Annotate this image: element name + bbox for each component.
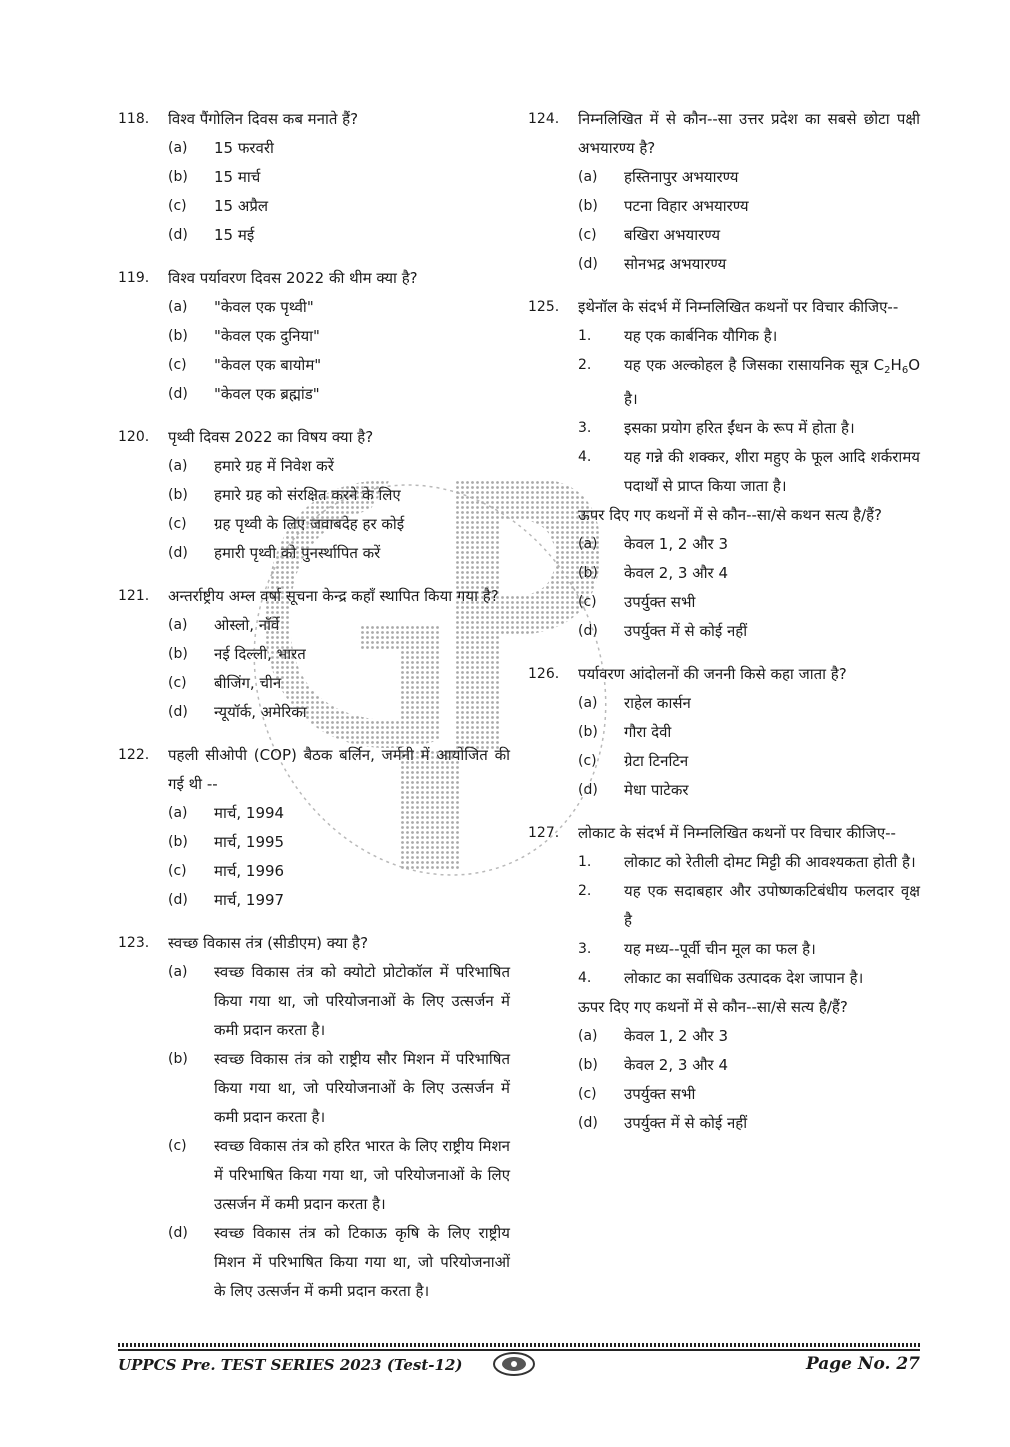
statement-text: यह गन्ने की शक्कर, शीरा महुए के फूल आदि शर्करामय पदार्थों से प्राप्त किया जाता है।	[624, 448, 920, 495]
option-d	[168, 221, 510, 250]
option-label: (d)	[168, 545, 188, 561]
option-label: (c)	[578, 753, 597, 769]
option-text: ग्रह पृथ्वी के लिए जवाबदेह हर कोई	[214, 515, 405, 533]
option-text: उपर्युक्त सभी	[624, 593, 696, 611]
option-d	[168, 698, 510, 727]
question-120	[118, 423, 510, 568]
option-text: "केवल एक पृथ्वी"	[214, 298, 314, 316]
question-124	[528, 105, 920, 279]
option-label: (b)	[578, 724, 598, 740]
option-label: (d)	[168, 1225, 188, 1241]
option-label: (c)	[578, 594, 597, 610]
option-text: गौरा देवी	[624, 723, 672, 741]
option-text: "केवल एक ब्रह्मांड"	[214, 385, 320, 403]
right-column	[528, 105, 920, 1152]
option-label: (b)	[168, 487, 188, 503]
option-c	[168, 1132, 510, 1219]
option-b	[578, 1051, 920, 1080]
question-126	[528, 660, 920, 805]
question-prompt: ऊपर दिए गए कथनों में से कौन--सा/से सत्य है/हैं?	[578, 998, 848, 1016]
option-text: पटना विहार अभयारण्य	[624, 197, 749, 215]
statement-3	[578, 414, 920, 443]
question-118	[118, 105, 510, 250]
option-text: 15 मार्च	[214, 168, 261, 186]
option-text: नई दिल्ली, भारत	[214, 645, 306, 663]
option-text: हमारे ग्रह में निवेश करें	[214, 457, 334, 475]
option-c	[168, 510, 510, 539]
option-text: स्वच्छ विकास तंत्र को राष्ट्रीय सौर मिशन में परिभाषित किया गया था, जो परियोजनाओं के लिए उत्सर्जन में कमी प्रदान करता है।	[214, 1050, 510, 1126]
option-c	[578, 221, 920, 250]
statement-text: इसका प्रयोग हरित ईंधन के रूप में होता है।	[624, 419, 855, 437]
question-text: पहली सीओपी (COP) बैठक बर्लिन, जर्मनी में आयोजित की गई थी --	[168, 746, 510, 793]
option-label: (c)	[168, 675, 187, 691]
question-prompt: ऊपर दिए गए कथनों में से कौन--सा/से कथन सत्य है/हैं?	[578, 506, 882, 524]
option-label: (d)	[168, 704, 188, 720]
question-number: 123.	[118, 935, 150, 951]
option-text: 15 अप्रैल	[214, 197, 269, 215]
question-number: 127.	[528, 825, 560, 841]
question-text: लोकाट के संदर्भ में निम्नलिखित कथनों पर विचार कीजिए--	[578, 824, 896, 842]
option-d	[578, 1109, 920, 1138]
option-a	[168, 293, 510, 322]
option-b	[168, 322, 510, 351]
option-label: (b)	[578, 1057, 598, 1073]
option-label: (a)	[168, 617, 188, 633]
question-number: 119.	[118, 270, 150, 286]
option-d	[578, 617, 920, 646]
option-label: (d)	[578, 623, 598, 639]
statement-2	[578, 877, 920, 935]
option-a	[578, 163, 920, 192]
question-number: 124.	[528, 111, 560, 127]
option-text: उपर्युक्त सभी	[624, 1085, 696, 1103]
statement-text: लोकाट को रेतीली दोमट मिट्टी की आवश्यकता होती है।	[624, 853, 916, 871]
option-text: मार्च, 1996	[214, 862, 285, 880]
option-text: 15 फरवरी	[214, 139, 274, 157]
option-text: मार्च, 1995	[214, 833, 285, 851]
subscript-hydrogen: 6	[901, 365, 909, 376]
footer-series-title: UPPCS Pre. TEST SERIES 2023 (Test-12)	[118, 1356, 463, 1374]
option-label: (a)	[168, 964, 188, 980]
option-text: राहेल कार्सन	[624, 694, 691, 712]
question-text: विश्व पर्यावरण दिवस 2022 की थीम क्या है?	[168, 269, 418, 287]
statement-number: 2.	[578, 883, 592, 899]
question-123	[118, 929, 510, 1306]
option-label: (c)	[168, 198, 187, 214]
footer-logo-icon	[492, 1351, 536, 1377]
option-text: हमारी पृथ्वी को पुनर्स्थापित करें	[214, 544, 381, 562]
question-number: 118.	[118, 111, 150, 127]
option-text: मार्च, 1994	[214, 804, 285, 822]
option-text: केवल 1, 2 और 3	[624, 1027, 728, 1045]
option-text: हमारे ग्रह को संरक्षित करने के लिए	[214, 486, 401, 504]
option-text: स्वच्छ विकास तंत्र को हरित भारत के लिए राष्ट्रीय मिशन में परिभाषित किया गया था, जो परियोजनाओं के लिए उत्सर्जन में कमी प्रदान करता है।	[214, 1137, 510, 1213]
option-label: (a)	[168, 299, 188, 315]
option-a	[168, 799, 510, 828]
formula-prefix: यह एक अल्कोहल है जिसका रासायनिक सूत्र C	[624, 356, 885, 374]
statement-text	[624, 351, 920, 414]
option-c	[578, 588, 920, 617]
option-d	[168, 886, 510, 915]
left-column	[118, 105, 510, 1320]
option-d	[168, 1219, 510, 1306]
option-text: 15 मई	[214, 226, 255, 244]
statement-number: 2.	[578, 357, 592, 373]
option-d	[578, 776, 920, 805]
option-text: न्यूयॉर्क, अमेरिका	[214, 703, 307, 721]
option-label: (d)	[578, 1115, 598, 1131]
option-label: (a)	[578, 536, 598, 552]
option-text: हस्तिनापुर अभयारण्य	[624, 168, 739, 186]
option-text: मार्च, 1997	[214, 891, 285, 909]
option-b	[578, 718, 920, 747]
question-text: इथेनॉल के संदर्भ में निम्नलिखित कथनों पर विचार कीजिए--	[578, 298, 899, 316]
option-b	[578, 559, 920, 588]
statement-3	[578, 935, 920, 964]
statement-number: 3.	[578, 941, 592, 957]
option-label: (b)	[168, 646, 188, 662]
option-text: बखिरा अभयारण्य	[624, 226, 721, 244]
option-b	[578, 192, 920, 221]
option-c	[168, 192, 510, 221]
question-number: 126.	[528, 666, 560, 682]
option-c	[168, 857, 510, 886]
question-122	[118, 741, 510, 915]
option-label: (c)	[168, 357, 187, 373]
option-label: (a)	[168, 140, 188, 156]
question-text: पर्यावरण आंदोलनों की जननी किसे कहा जाता है?	[578, 665, 847, 683]
question-number: 121.	[118, 588, 150, 604]
option-a	[168, 134, 510, 163]
question-number: 125.	[528, 299, 560, 315]
statement-4	[578, 964, 920, 993]
question-127	[528, 819, 920, 1138]
option-b	[168, 1045, 510, 1132]
option-c	[168, 669, 510, 698]
option-label: (c)	[168, 516, 187, 532]
question-text: अन्तर्राष्ट्रीय अम्ल वर्षा सूचना केन्द्र कहाँ स्थापित किया गया है?	[168, 587, 499, 605]
statement-1	[578, 322, 920, 351]
option-label: (c)	[578, 227, 597, 243]
question-number: 120.	[118, 429, 150, 445]
question-text: विश्व पैंगोलिन दिवस कब मनाते हैं?	[168, 110, 359, 128]
option-label: (c)	[168, 863, 187, 879]
question-text: पृथ्वी दिवस 2022 का विषय क्या है?	[168, 428, 374, 446]
option-c	[168, 351, 510, 380]
option-b	[168, 163, 510, 192]
option-d	[578, 250, 920, 279]
option-b	[168, 481, 510, 510]
option-label: (b)	[578, 198, 598, 214]
option-label: (b)	[168, 169, 188, 185]
statement-text: यह मध्य--पूर्वी चीन मूल का फल है।	[624, 940, 816, 958]
option-text: केवल 1, 2 और 3	[624, 535, 728, 553]
option-a	[578, 1022, 920, 1051]
statement-number: 4.	[578, 449, 592, 465]
option-label: (b)	[168, 328, 188, 344]
option-c	[578, 1080, 920, 1109]
option-label: (d)	[168, 892, 188, 908]
question-119	[118, 264, 510, 409]
option-c	[578, 747, 920, 776]
option-text: केवल 2, 3 और 4	[624, 564, 728, 582]
page-number: Page No. 27	[805, 1354, 920, 1374]
option-label: (b)	[168, 834, 188, 850]
option-text: बीजिंग, चीन	[214, 674, 282, 692]
option-label: (a)	[168, 805, 188, 821]
statement-number: 1.	[578, 328, 592, 344]
option-b	[168, 828, 510, 857]
option-d	[168, 380, 510, 409]
subscript-carbon: 2	[884, 365, 891, 376]
statement-4	[578, 443, 920, 501]
option-label: (a)	[578, 169, 598, 185]
option-a	[168, 452, 510, 481]
option-text: स्वच्छ विकास तंत्र को क्योटो प्रोटोकॉल में परिभाषित किया गया था, जो परियोजनाओं के लिए उत्सर्जन में कमी प्रदान करता है।	[214, 963, 510, 1039]
question-121	[118, 582, 510, 727]
option-label: (b)	[168, 1051, 188, 1067]
option-text: स्वच्छ विकास तंत्र को टिकाऊ कृषि के लिए राष्ट्रीय मिशन में परिभाषित किया गया था, जो परियोजनाओं के लिए उत्सर्जन में कमी प्रदान करता है।	[214, 1224, 510, 1300]
option-text: केवल 2, 3 और 4	[624, 1056, 728, 1074]
question-text: स्वच्छ विकास तंत्र (सीडीएम) क्या है?	[168, 934, 369, 952]
option-text: उपर्युक्त में से कोई नहीं	[624, 1114, 748, 1132]
option-label: (d)	[168, 227, 188, 243]
option-label: (a)	[578, 1028, 598, 1044]
option-label: (d)	[578, 256, 598, 272]
option-text: उपर्युक्त में से कोई नहीं	[624, 622, 748, 640]
option-label: (d)	[578, 782, 598, 798]
option-label: (a)	[168, 458, 188, 474]
option-text: "केवल एक बायोम"	[214, 356, 322, 374]
option-a	[168, 958, 510, 1045]
formula-suffix: O है।	[624, 356, 920, 408]
option-text: ग्रेटा टिनटिन	[624, 752, 689, 770]
option-a	[168, 611, 510, 640]
statement-1	[578, 848, 920, 877]
option-text: ओस्लो, नॉर्वे	[214, 616, 280, 634]
statement-number: 1.	[578, 854, 592, 870]
option-a	[578, 689, 920, 718]
option-label: (c)	[168, 1138, 187, 1154]
option-d	[168, 539, 510, 568]
statement-number: 4.	[578, 970, 592, 986]
option-label: (a)	[578, 695, 598, 711]
option-text: "केवल एक दुनिया"	[214, 327, 320, 345]
statement-text: यह एक कार्बनिक यौगिक है।	[624, 327, 778, 345]
formula-h: H	[890, 356, 902, 374]
question-125	[528, 293, 920, 646]
statement-number: 3.	[578, 420, 592, 436]
statement-text: यह एक सदाबहार और उपोष्णकटिबंधीय फलदार वृक्ष है	[624, 882, 920, 929]
option-label: (d)	[168, 386, 188, 402]
question-text: निम्नलिखित में से कौन--सा उत्तर प्रदेश का सबसे छोटा पक्षी अभयारण्य है?	[578, 110, 920, 157]
footer-divider-dotted	[118, 1343, 920, 1347]
question-number: 122.	[118, 747, 150, 763]
option-text: सोनभद्र अभयारण्य	[624, 255, 727, 273]
option-text: मेधा पाटेकर	[624, 781, 689, 799]
option-b	[168, 640, 510, 669]
statement-2	[578, 351, 920, 414]
statement-text: लोकाट का सर्वाधिक उत्पादक देश जापान है।	[624, 969, 864, 987]
option-label: (c)	[578, 1086, 597, 1102]
option-a	[578, 530, 920, 559]
option-label: (b)	[578, 565, 598, 581]
